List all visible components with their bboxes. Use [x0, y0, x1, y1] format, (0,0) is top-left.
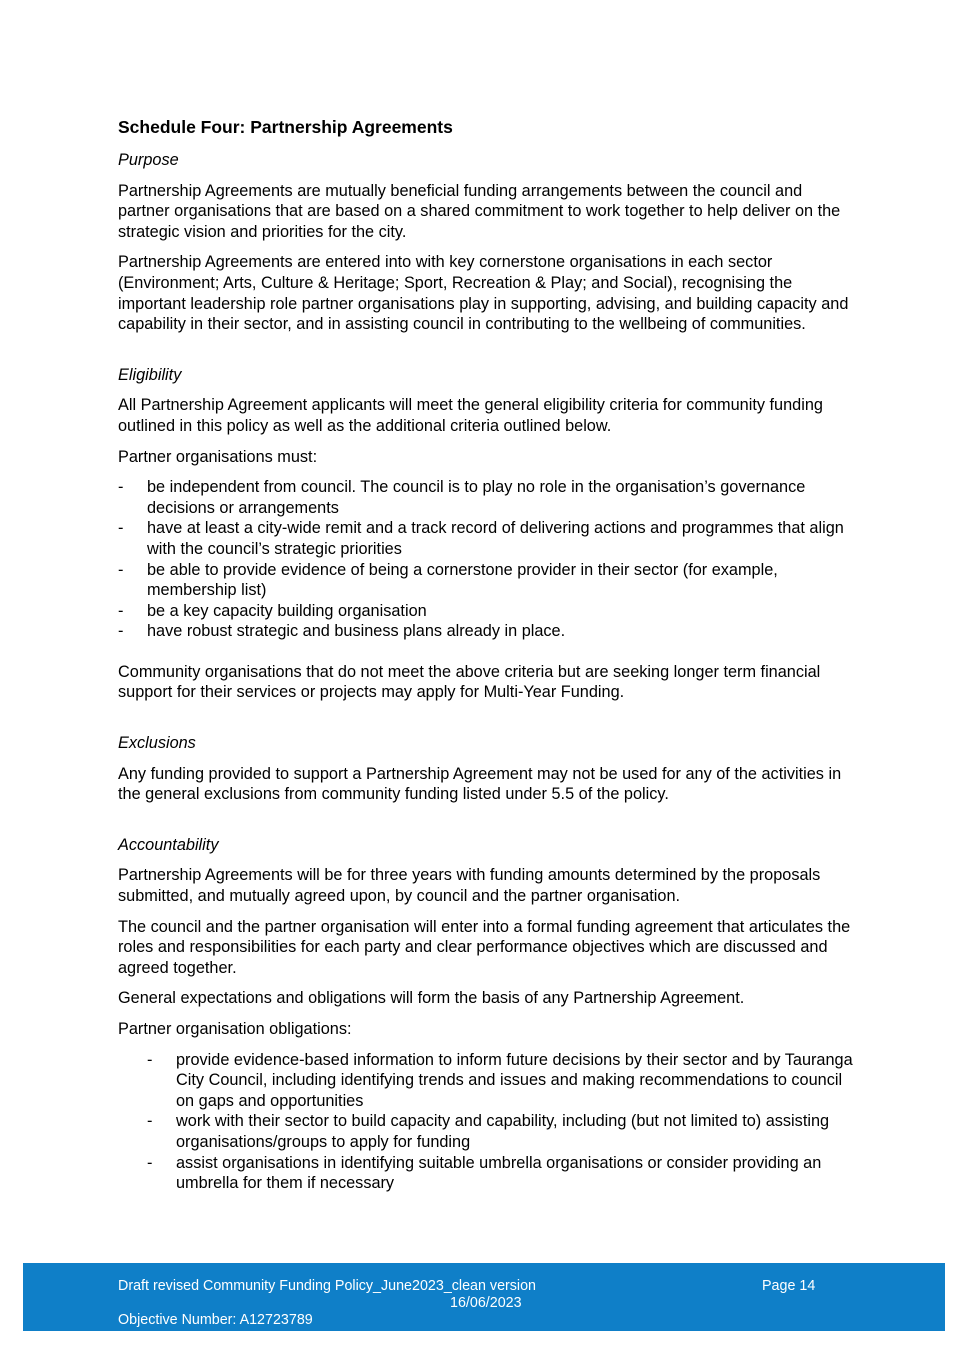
dash-bullet: -	[118, 519, 124, 538]
footer-document-name: Draft revised Community Funding Policy_June2023_clean version	[118, 1278, 537, 1294]
section-spacer	[118, 815, 858, 835]
footer-page-number: Page 14	[762, 1278, 816, 1294]
section-spacer	[118, 345, 858, 365]
list-item	[118, 621, 858, 642]
document-body	[118, 116, 858, 1204]
footer-date: 16/06/2023	[450, 1295, 522, 1311]
list-item-text: be a key capacity building organisation	[147, 601, 427, 620]
list-item-text: provide evidence-based information to inform future decisions by their sector and by Tauranga City Council, including identifying trends and issues and making recommendations to council on gaps and opportunities	[176, 1050, 853, 1110]
list-item	[118, 1153, 858, 1194]
list-item-text: be independent from council. The council is to play no role in the organisation’s governance decisions or arrangements	[147, 478, 806, 517]
list-item	[118, 560, 858, 601]
dash-bullet: -	[118, 622, 124, 641]
dash-bullet: -	[118, 478, 124, 497]
purpose-paragraph-2: Partnership Agreements are entered into with key cornerstone organisations in each sector (Environment; Arts, Culture & Heritage; Sport, Recreation & Play; and Social), recognising the important leadership role partner organisations play in supporting, advising, and building capacity and capability in their sector, and in assisting council in contributing to the wellbeing of communities.	[118, 253, 849, 334]
list-item-text: have robust strategic and business plans already in place.	[147, 622, 566, 641]
accountability-paragraph-4: Partner organisation obligations:	[118, 1020, 352, 1038]
dash-bullet: -	[147, 1050, 153, 1069]
eligibility-closing: Community organisations that do not meet the above criteria but are seeking longer term financial support for their services or projects may apply for Multi-Year Funding.	[118, 662, 821, 702]
list-item	[118, 1111, 858, 1152]
dash-bullet: -	[118, 601, 124, 620]
list-item-text: assist organisations in identifying suitable umbrella organisations or consider providing an umbrella for them if necessary	[176, 1153, 822, 1193]
eligibility-intro: All Partnership Agreement applicants will meet the general eligibility criteria for community funding outlined in this policy as well as the additional criteria outlined below.	[118, 396, 823, 435]
exclusions-heading: Exclusions	[118, 734, 196, 753]
purpose-heading: Purpose	[118, 151, 179, 169]
page-title: Schedule Four: Partnership Agreements	[118, 117, 453, 137]
dash-bullet: -	[118, 560, 124, 579]
list-item	[118, 477, 858, 518]
list-item-text: work with their sector to build capacity and capability, including (but not limited to) assisting organisations/groups to apply for funding	[176, 1112, 830, 1151]
accountability-heading: Accountability	[118, 835, 219, 854]
eligibility-heading: Eligibility	[118, 365, 182, 384]
obligations-list	[118, 1050, 858, 1194]
list-item-text: have at least a city-wide remit and a track record of delivering actions and programmes that align with the council’s strategic priorities	[147, 519, 844, 558]
exclusions-paragraph: Any funding provided to support a Partnership Agreement may not be used for any of the activities in the general exclusions from community funding listed under 5.5 of the policy.	[118, 764, 842, 804]
accountability-paragraph-3: General expectations and obligations will form the basis of any Partnership Agreement.	[118, 989, 745, 1008]
dash-bullet: -	[147, 1153, 153, 1172]
accountability-paragraph-1: Partnership Agreements will be for three years with funding amounts determined by the proposals submitted, and mutually agreed upon, by council and the partner organisation.	[118, 866, 821, 906]
list-spacer	[118, 652, 858, 662]
list-item-text: be able to provide evidence of being a cornerstone provider in their sector (for example, membership list)	[147, 560, 778, 600]
section-spacer	[118, 713, 858, 733]
footer-objective-number: Objective Number: A12723789	[118, 1312, 313, 1328]
dash-bullet: -	[147, 1112, 153, 1131]
list-item	[118, 601, 858, 622]
list-item	[118, 1050, 858, 1112]
list-item	[118, 518, 858, 559]
eligibility-list-intro: Partner organisations must:	[118, 447, 318, 466]
accountability-paragraph-2: The council and the partner organisation will enter into a formal funding agreement that articulates the roles and responsibilities for each party and clear performance objectives which are discussed and agreed together.	[118, 917, 851, 977]
eligibility-criteria-list	[118, 477, 858, 642]
purpose-paragraph-1: Partnership Agreements are mutually beneficial funding arrangements between the council and partner organisations that are based on a shared commitment to work together to help deliver on the strategic vision and priorities for the city.	[118, 181, 841, 241]
page-footer	[23, 1263, 945, 1331]
